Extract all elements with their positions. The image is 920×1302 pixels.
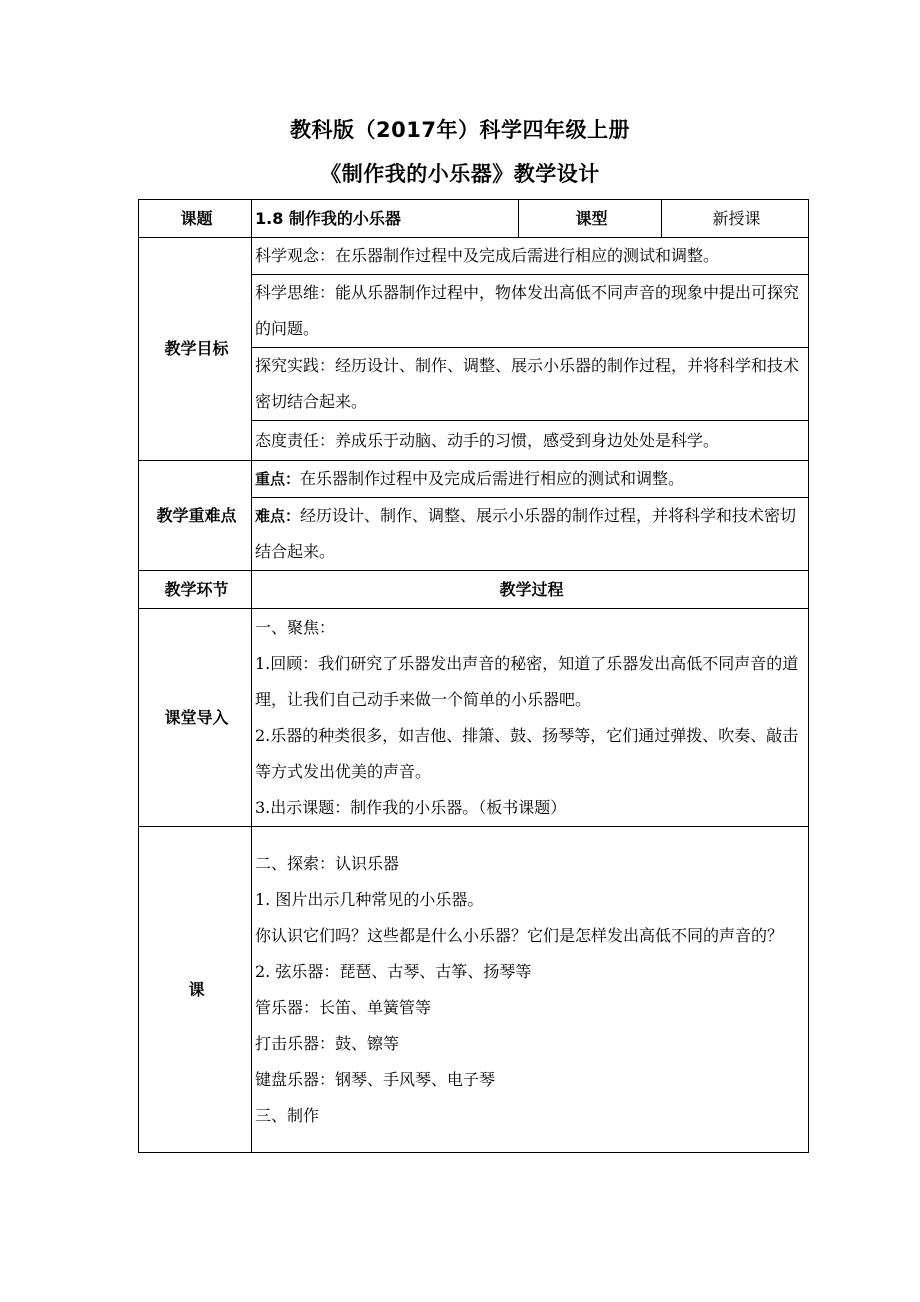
objectives-label: 教学目标 (139, 238, 252, 461)
topic-label: 课题 (139, 200, 252, 238)
lesson-line: 2. 弦乐器：琵琶、古琴、古筝、扬琴等 (255, 961, 532, 981)
intro-line: 一、聚焦： (255, 617, 336, 637)
intro-label: 课堂导入 (139, 609, 252, 827)
lesson-plan-table (138, 199, 809, 1153)
objective-item: 态度责任：养成乐于动脑、动手的习惯，感受到身边处处是科学。 (252, 421, 809, 461)
lesson-line: 管乐器：长笛、单簧管等 (255, 997, 432, 1017)
table-row (139, 200, 809, 238)
difficult-point-label: 难点： (255, 507, 301, 525)
type-value: 新授课 (662, 200, 809, 238)
table-row (139, 827, 809, 1153)
document-title: 教科版（2017年）科学四年级上册 (290, 118, 630, 142)
key-point-text: 在乐器制作过程中及完成后需进行相应的测试和调整。 (300, 469, 685, 488)
intro-line: 3.出示课题：制作我的小乐器。（板书课题） (255, 797, 567, 817)
lesson-line: 1. 图片出示几种常见的小乐器。 (255, 889, 484, 909)
difficult-point-text: 经历设计、制作、调整、展示小乐器的制作过程，并将科学和技术密切结合起来。 (255, 506, 797, 561)
table-row (139, 461, 809, 498)
difficult-point (252, 498, 809, 571)
lesson-line: 键盘乐器：钢琴、手风琴、电子琴 (255, 1069, 496, 1089)
intro-line: 2.乐器的种类很多，如吉他、排箫、鼓、扬琴等，它们通过弹拨、吹奏、敲击等方式发出优美的声音。 (255, 725, 799, 781)
table-row (139, 609, 809, 827)
lesson-line: 打击乐器：鼓、镲等 (255, 1033, 400, 1053)
intro-line: 1.回顾：我们研究了乐器发出声音的秘密，知道了乐器发出高低不同声音的道理，让我们自己动手来做一个简单的小乐器吧。 (255, 653, 799, 709)
key-point-label: 重点： (255, 470, 301, 488)
key-point (252, 461, 809, 498)
key-points-label: 教学重难点 (139, 461, 252, 571)
table-row (139, 238, 809, 275)
topic-value: 1.8 制作我的小乐器 (252, 200, 519, 238)
lesson-line: 三、制作 (255, 1105, 320, 1125)
objective-item: 科学思维：能从乐器制作过程中，物体发出高低不同声音的现象中提出可探究的问题。 (252, 275, 809, 348)
document-subtitle: 《制作我的小乐器》教学设计 (320, 162, 600, 186)
objective-item: 科学观念：在乐器制作过程中及完成后需进行相应的测试和调整。 (252, 238, 809, 275)
lesson-label: 课 (139, 827, 252, 1153)
table-row (139, 571, 809, 609)
objective-item: 探究实践：经历设计、制作、调整、展示小乐器的制作过程，并将科学和技术密切结合起来。 (252, 348, 809, 421)
lesson-line: 二、探索：认识乐器 (255, 853, 400, 873)
lesson-content (252, 827, 809, 1153)
type-label: 课型 (519, 200, 662, 238)
stage-header: 教学环节 (139, 571, 252, 609)
process-header: 教学过程 (252, 571, 809, 609)
intro-content (252, 609, 809, 827)
lesson-line: 你认识它们吗？这些都是什么小乐器？它们是怎样发出高低不同的声音的？ (255, 925, 784, 945)
